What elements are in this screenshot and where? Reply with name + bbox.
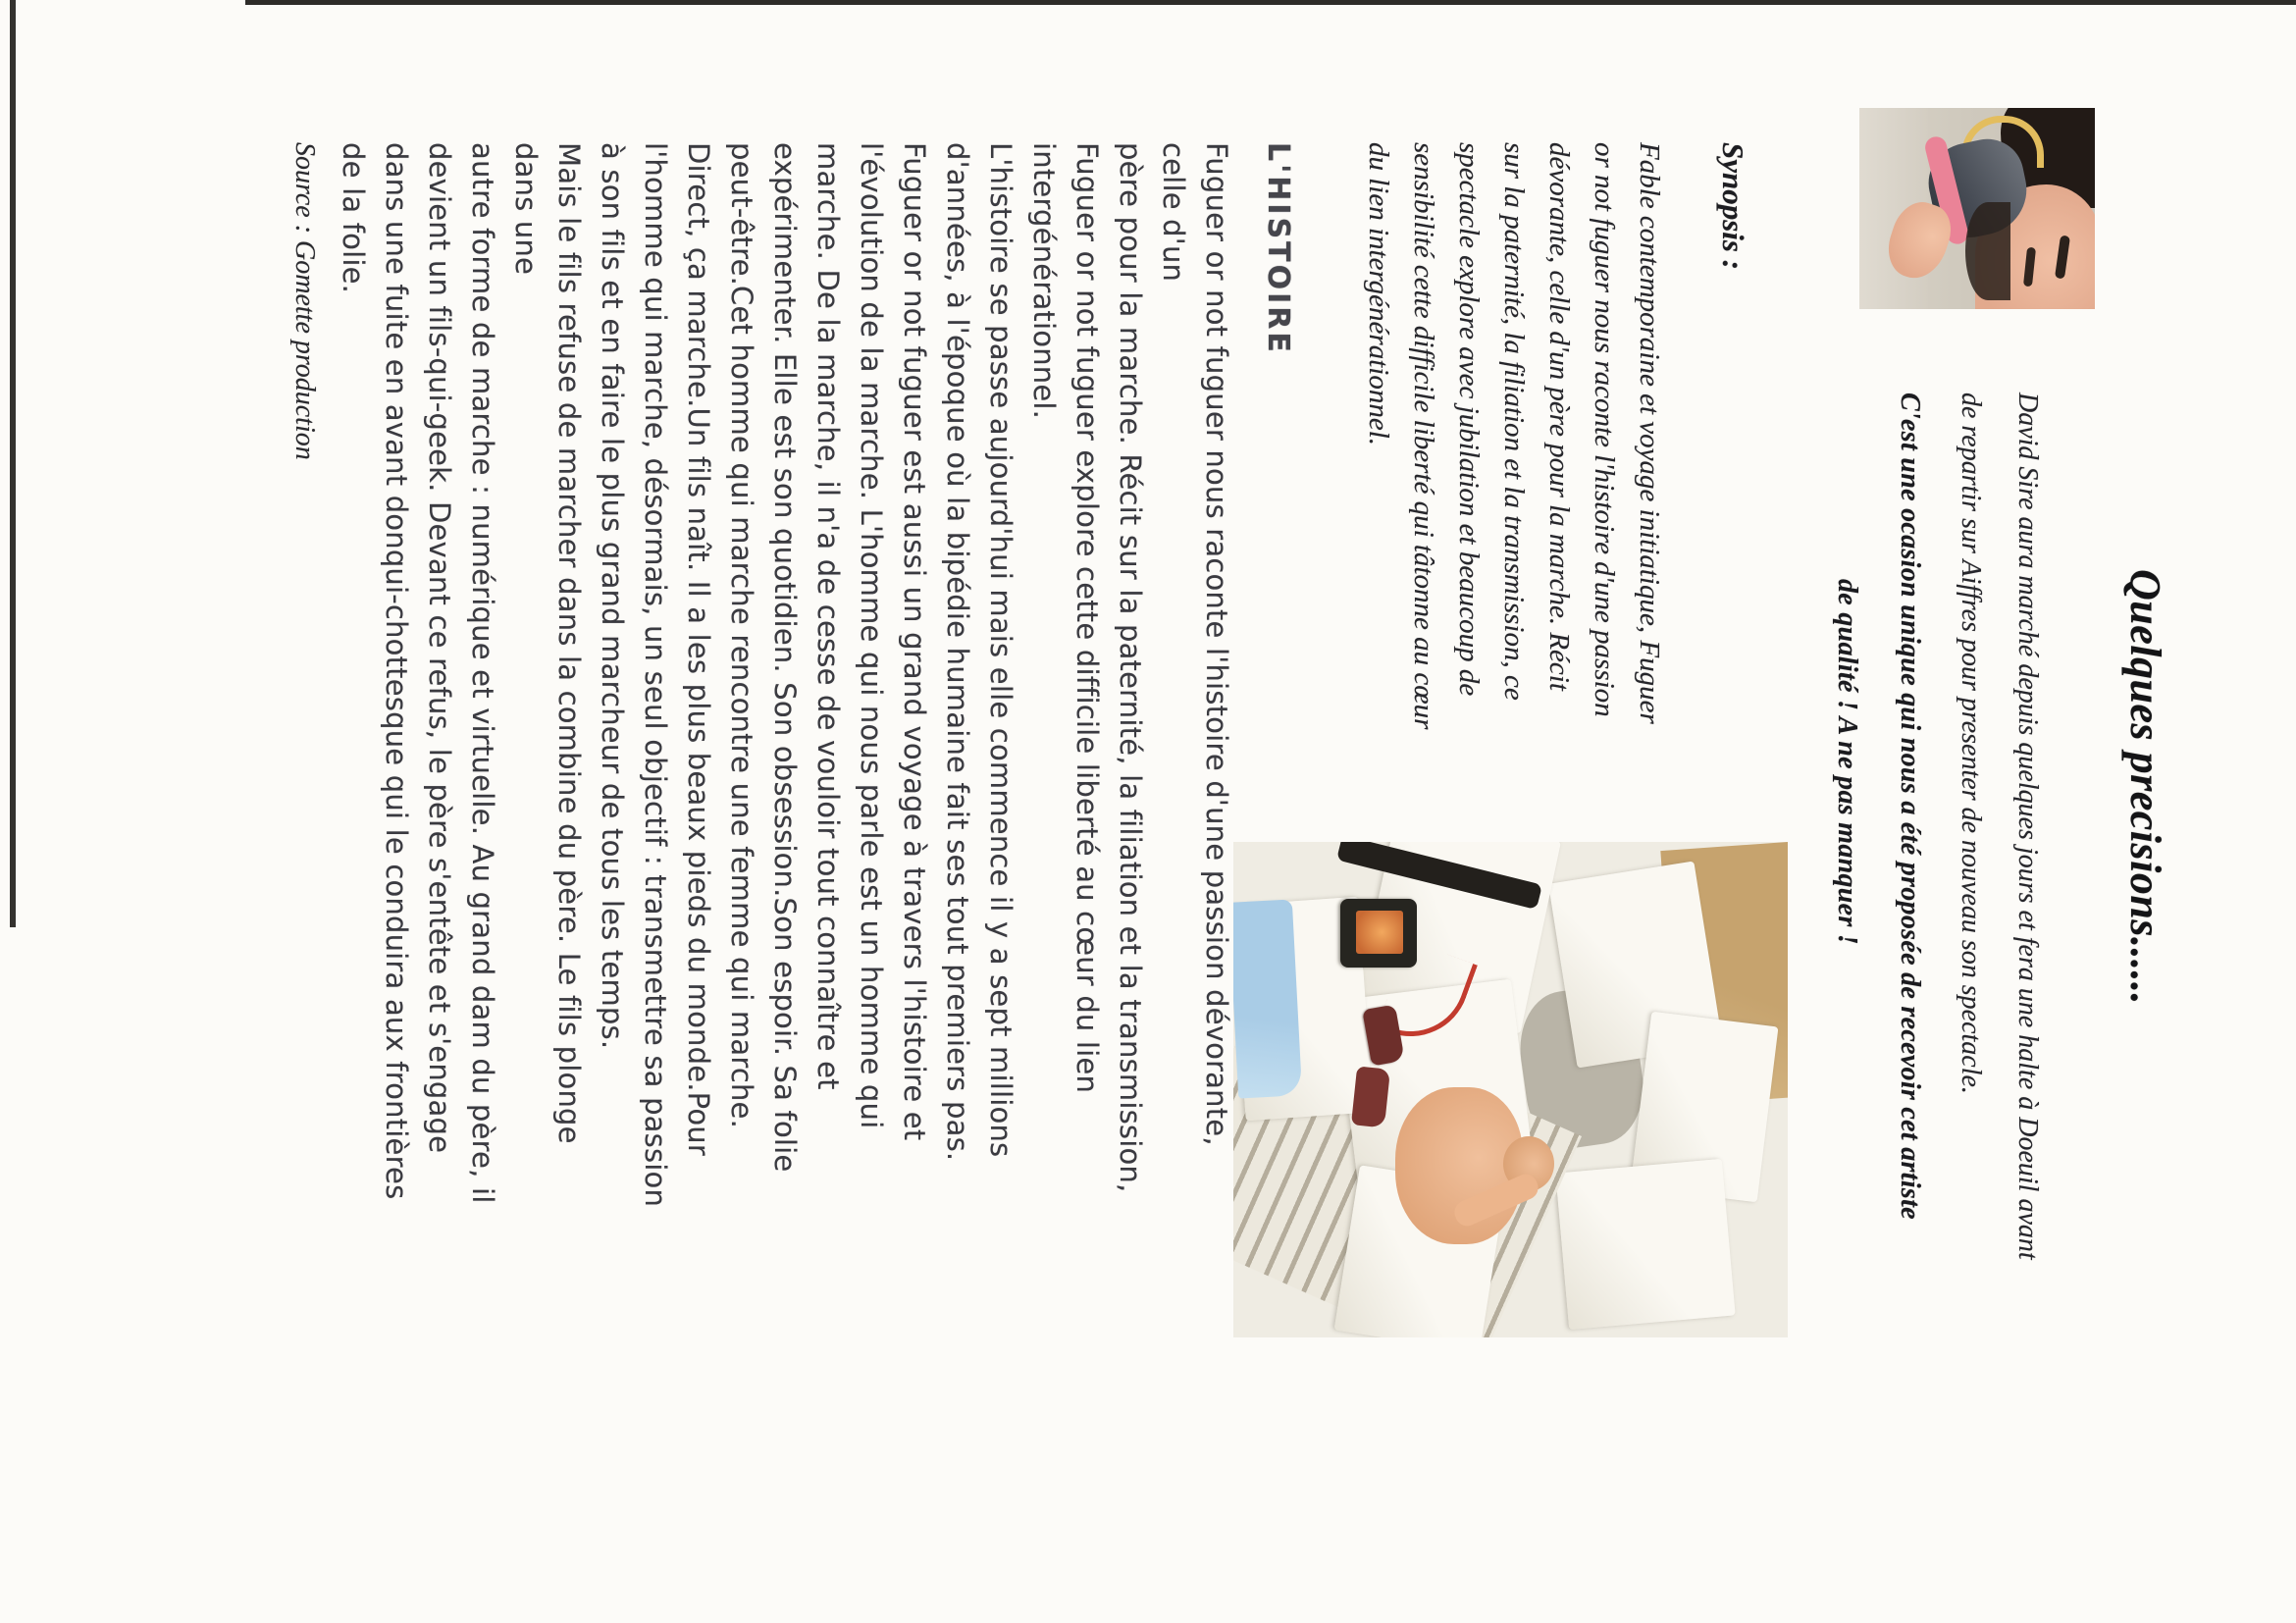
synopsis-line: spectacle explore avec jubilation et beaucoup de (1453, 142, 1485, 697)
histoire-line: autre forme de marche : numérique et virtuelle. Au grand dam du père, il (466, 142, 499, 1204)
synopsis-line: dévorante, celle d'un père pour la marche. Récit (1543, 142, 1575, 691)
histoire-paragraph (332, 142, 1238, 1207)
histoire-line: Fuguer or not fuguer explore cette difficile liberté au cœur du lien (1070, 142, 1104, 1094)
intro-line: David Sire aura marché depuis quelques jours et fera une halte à Doeuil avant (2012, 393, 2043, 1260)
histoire-line: expérimenter. Elle est son quotidien. Son obsession.Son espoir. Sa folie (768, 142, 802, 1173)
highlight-line: de qualité ! A ne pas manquer ! (1832, 579, 1862, 946)
histoire-line: Direct, ça marche.Un fils naît. Il a les plus beaux pieds du monde.Pour (682, 142, 715, 1156)
histoire-line: devient un fils-qui-geek. Devant ce refus, le père s'entête et s'engage (423, 142, 456, 1154)
show-scene-photo (1233, 842, 1788, 1337)
scan-edge-artifact (10, 0, 16, 927)
beard (1965, 202, 2010, 300)
histoire-line: dans une (509, 142, 543, 276)
highlight-line: C'est une ocasion unique qui nous a été proposée de recevoir cet artiste (1895, 393, 1925, 1220)
histoire-line: d'années, à l'époque où la bipédie humaine fait ses tout premiers pas. (941, 142, 974, 1162)
synopsis-line: sensibilité cette difficile liberté qui tâtonne au cœur (1408, 142, 1439, 730)
histoire-line: marche. De la marche, il n'a de cesse de vouloir tout connaître et (811, 142, 845, 1090)
histoire-line: intergénérationnel. (1027, 142, 1061, 420)
synopsis-line: du lien intergénérationnel. (1363, 142, 1394, 446)
histoire-line: L'histoire se passe aujourd'hui mais elle commence il y a sept millions (984, 142, 1018, 1158)
histoire-line: Mais le fils refuse de marcher dans la combine du père. Le fils plonge (552, 142, 586, 1144)
histoire-line: dans une fuite en avant donqui-chottesque qui le conduira aux frontières (380, 142, 413, 1200)
synopsis-line: or not fuguer nous raconte l'histoire d'une passion (1589, 142, 1620, 717)
synopsis-line: sur la paternité, la filiation et la transmission, ce (1498, 142, 1530, 701)
blue-fabric (1233, 899, 1302, 1098)
synopsis-line: Fable contemporaine et voyage initiatique, Fuguer (1634, 142, 1665, 724)
paper-sheet (1555, 1159, 1735, 1330)
histoire-line: à son fils et en faire le plus grand marcheur de tous les temps. (596, 142, 629, 1050)
histoire-line: l'homme qui marche, désormais, un seul objectif : transmettre sa passion (639, 142, 672, 1208)
histoire-line: l'évolution de la marche. L'homme qui nous parle est un homme qui (855, 142, 888, 1129)
scan-edge-artifact (245, 0, 2296, 5)
histoire-line: de la folie. (337, 142, 370, 294)
synopsis-heading: Synopsis : (1716, 142, 1750, 271)
source-credit: Source : Gomette production (289, 142, 320, 460)
intro-line: de repartir sur Aiffres pour presenter de nouveau son spectacle. (1956, 393, 1986, 1094)
histoire-line: Fuguer or not fuguer nous raconte l'histoire d'une passion dévorante, (1200, 142, 1233, 1146)
sneaker (1351, 1066, 1390, 1127)
histoire-line: Fuguer or not fuguer est aussi un grand voyage à travers l'histoire et (898, 142, 931, 1141)
histoire-line: peut-être.Cet homme qui marche rencontre une femme qui marche. (725, 142, 758, 1129)
histoire-heading: L'HISTOIRE (1261, 142, 1295, 355)
page-title: Quelques precisions...... (2121, 569, 2169, 1005)
artist-photo (1859, 108, 2095, 309)
histoire-line: celle d'un (1157, 142, 1190, 283)
histoire-line: père pour la marche. Récit sur la paternité, la filiation et la transmission, (1114, 142, 1147, 1193)
synopsis-paragraph (1356, 142, 1672, 729)
camera-screen (1356, 911, 1403, 954)
